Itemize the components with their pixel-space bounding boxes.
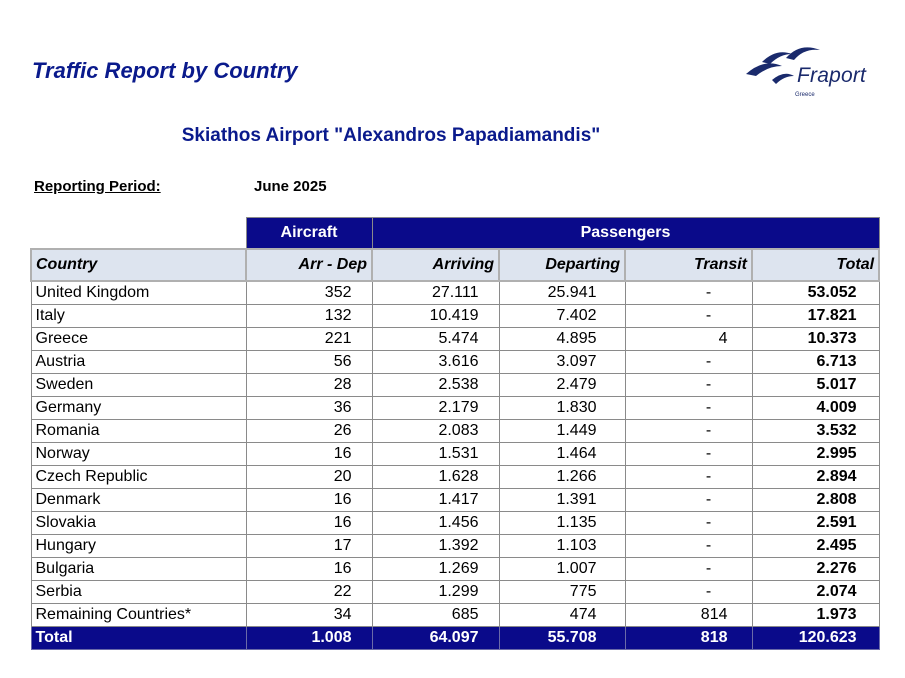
table-row	[31, 351, 879, 374]
cell-country: Serbia	[31, 581, 246, 604]
total-arriving: 64.097	[372, 627, 499, 650]
cell-arr-dep: 34	[246, 604, 372, 627]
cell-transit: 4	[625, 328, 752, 351]
cell-arr-dep: 36	[246, 397, 372, 420]
cell-departing: 2.479	[499, 374, 625, 397]
cell-departing: 1.007	[499, 558, 625, 581]
cell-departing: 25.941	[499, 281, 625, 305]
total-transit: 818	[625, 627, 752, 650]
cell-arriving: 2.179	[372, 397, 499, 420]
cell-arr-dep: 16	[246, 558, 372, 581]
cell-departing: 1.135	[499, 512, 625, 535]
cell-arr-dep: 56	[246, 351, 372, 374]
cell-arr-dep: 352	[246, 281, 372, 305]
cell-country: Greece	[31, 328, 246, 351]
cell-arr-dep: 22	[246, 581, 372, 604]
table-row	[31, 581, 879, 604]
cell-country: Sweden	[31, 374, 246, 397]
cell-arr-dep: 132	[246, 305, 372, 328]
cell-departing: 1.830	[499, 397, 625, 420]
total-row	[31, 627, 879, 650]
cell-transit: -	[625, 581, 752, 604]
report-title: Traffic Report by Country	[32, 58, 298, 83]
cell-total: 6.713	[752, 351, 879, 374]
cell-arr-dep: 28	[246, 374, 372, 397]
table-row	[31, 466, 879, 489]
cell-transit: -	[625, 535, 752, 558]
table-row	[31, 489, 879, 512]
aircraft-group-header: Aircraft	[246, 218, 372, 250]
cell-arriving: 2.538	[372, 374, 499, 397]
airport-subtitle: Skiathos Airport "Alexandros Papadiamandis"	[181, 125, 601, 146]
cell-total: 2.591	[752, 512, 879, 535]
cell-arr-dep: 26	[246, 420, 372, 443]
blank-cell	[31, 218, 246, 250]
cell-arriving: 10.419	[372, 305, 499, 328]
table-row	[31, 397, 879, 420]
cell-country: Czech Republic	[31, 466, 246, 489]
cell-transit: -	[625, 351, 752, 374]
cell-total: 2.808	[752, 489, 879, 512]
cell-country: Germany	[31, 397, 246, 420]
cell-arriving: 1.628	[372, 466, 499, 489]
cell-transit: -	[625, 489, 752, 512]
cell-departing: 474	[499, 604, 625, 627]
cell-arr-dep: 16	[246, 443, 372, 466]
cell-arr-dep: 221	[246, 328, 372, 351]
cell-departing: 3.097	[499, 351, 625, 374]
total-total: 120.623	[752, 627, 879, 650]
cell-transit: -	[625, 420, 752, 443]
cell-arriving: 1.392	[372, 535, 499, 558]
total-label: Total	[31, 627, 246, 650]
col-header-departing: Departing	[499, 249, 625, 281]
table-row	[31, 604, 879, 627]
cell-transit: -	[625, 558, 752, 581]
col-header-arr-dep: Arr - Dep	[246, 249, 372, 281]
cell-country: Slovakia	[31, 512, 246, 535]
cell-total: 2.276	[752, 558, 879, 581]
traffic-table	[30, 217, 880, 650]
table-row	[31, 420, 879, 443]
cell-arriving: 5.474	[372, 328, 499, 351]
cell-departing: 1.103	[499, 535, 625, 558]
cell-arriving: 2.083	[372, 420, 499, 443]
cell-total: 2.894	[752, 466, 879, 489]
cell-transit: -	[625, 466, 752, 489]
cell-arr-dep: 17	[246, 535, 372, 558]
cell-country: Italy	[31, 305, 246, 328]
cell-country: Romania	[31, 420, 246, 443]
cell-transit: -	[625, 512, 752, 535]
cell-country: United Kingdom	[31, 281, 246, 305]
cell-arr-dep: 20	[246, 466, 372, 489]
col-header-transit: Transit	[625, 249, 752, 281]
cell-total: 10.373	[752, 328, 879, 351]
cell-transit: -	[625, 374, 752, 397]
cell-country: Remaining Countries*	[31, 604, 246, 627]
group-header-row	[31, 218, 879, 250]
cell-arriving: 1.531	[372, 443, 499, 466]
cell-departing: 1.464	[499, 443, 625, 466]
cell-arriving: 3.616	[372, 351, 499, 374]
cell-arriving: 1.269	[372, 558, 499, 581]
cell-country: Norway	[31, 443, 246, 466]
cell-country: Austria	[31, 351, 246, 374]
cell-departing: 4.895	[499, 328, 625, 351]
table-row	[31, 305, 879, 328]
cell-departing: 1.266	[499, 466, 625, 489]
logo-subtext: Greece	[795, 92, 815, 98]
cell-total: 5.017	[752, 374, 879, 397]
total-arr-dep: 1.008	[246, 627, 372, 650]
cell-total: 2.495	[752, 535, 879, 558]
table-row	[31, 281, 879, 305]
reporting-period-value: June 2025	[254, 178, 327, 195]
cell-total: 2.995	[752, 443, 879, 466]
table-row	[31, 558, 879, 581]
column-header-row	[31, 249, 879, 281]
cell-country: Denmark	[31, 489, 246, 512]
cell-transit: -	[625, 397, 752, 420]
cell-arr-dep: 16	[246, 512, 372, 535]
cell-total: 2.074	[752, 581, 879, 604]
logo-text: Fraport	[797, 64, 867, 87]
cell-departing: 7.402	[499, 305, 625, 328]
cell-arriving: 27.111	[372, 281, 499, 305]
cell-departing: 775	[499, 581, 625, 604]
cell-total: 17.821	[752, 305, 879, 328]
reporting-period-label: Reporting Period:	[34, 178, 161, 195]
cell-total: 4.009	[752, 397, 879, 420]
cell-country: Hungary	[31, 535, 246, 558]
cell-transit: 814	[625, 604, 752, 627]
cell-total: 3.532	[752, 420, 879, 443]
cell-total: 1.973	[752, 604, 879, 627]
table-row	[31, 512, 879, 535]
cell-departing: 1.391	[499, 489, 625, 512]
cell-departing: 1.449	[499, 420, 625, 443]
total-departing: 55.708	[499, 627, 625, 650]
cell-transit: -	[625, 281, 752, 305]
table-row	[31, 328, 879, 351]
col-header-arriving: Arriving	[372, 249, 499, 281]
cell-transit: -	[625, 443, 752, 466]
cell-arriving: 1.417	[372, 489, 499, 512]
passengers-group-header: Passengers	[372, 218, 879, 250]
cell-arriving: 1.456	[372, 512, 499, 535]
cell-country: Bulgaria	[31, 558, 246, 581]
col-header-total: Total	[752, 249, 879, 281]
cell-arr-dep: 16	[246, 489, 372, 512]
col-header-country: Country	[31, 249, 246, 281]
cell-arriving: 685	[372, 604, 499, 627]
table-row	[31, 535, 879, 558]
cell-transit: -	[625, 305, 752, 328]
table-row	[31, 443, 879, 466]
table-row	[31, 374, 879, 397]
cell-arriving: 1.299	[372, 581, 499, 604]
cell-total: 53.052	[752, 281, 879, 305]
